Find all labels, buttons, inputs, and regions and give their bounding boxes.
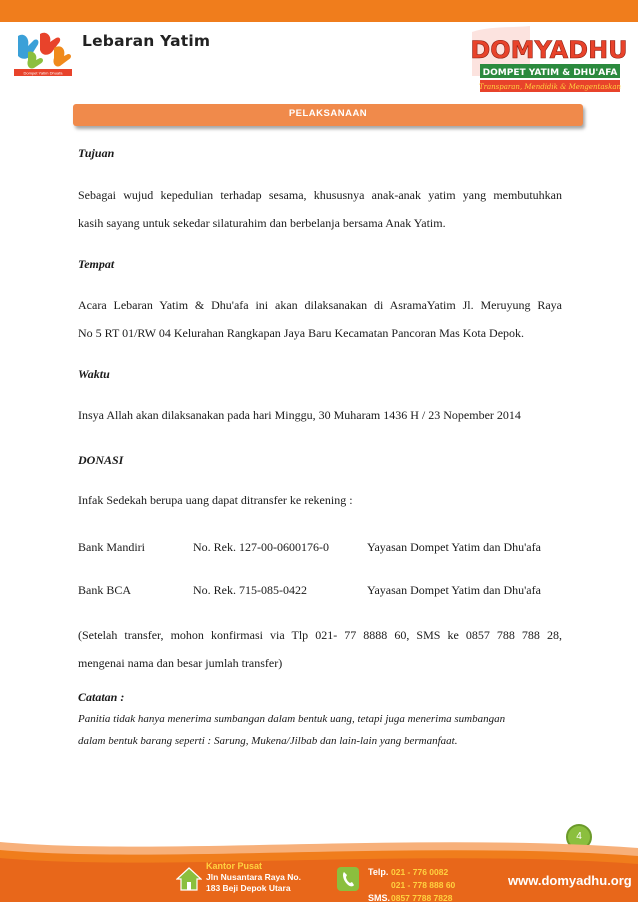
tujuan-paragraph [78,181,562,237]
document-title: Lebaran Yatim [82,32,211,50]
konfirmasi-line-2: mengenai nama dan besar jumlah transfer) [78,656,283,670]
footer-sms: 0857 7788 7828 [391,893,453,903]
donasi-heading: DONASI [78,453,124,467]
catatan-heading: Catatan : [78,690,125,704]
logo-name: DOMYADHU [470,36,628,64]
tempat-line-2: No 5 RT 01/RW 04 Kelurahan Rangkapan Jaya Baru Kecamatan Pancoran Mas Kota Depok. [78,326,525,340]
footer-office-label: Kantor Pusat [206,861,263,871]
konfirmasi-paragraph [78,621,562,677]
footer-band [0,838,638,902]
bank-account: No. Rek. 715-085-0422 [193,583,307,597]
bank-name: Bank Mandiri [78,540,145,554]
logo-subtitle: DOMPET YATIM & DHU'AFA [482,68,618,78]
footer-address-line-1: Jln Nusantara Raya No. [206,872,301,882]
konfirmasi-line-1: (Setelah transfer, mohon konfirmasi via Tlp 021- 77 8888 60, SMS ke 0857 788 788 28, [78,628,562,642]
logo-tagline: Transparan, Mendidik & Mengentaskan [478,83,622,91]
logo-caption: Dompet Yatim Dhuafa [23,70,63,76]
bank-name: Bank BCA [78,583,132,597]
footer-telp-1: 021 - 776 0082 [391,867,449,877]
tujuan-line-2: kasih sayang untuk sekedar silaturahim dan berbelanja bersama Anak Yatim. [78,216,446,230]
phone-icon [336,866,360,892]
footer-address-line-2: 183 Beji Depok Utara [206,883,291,893]
top-orange-band [0,0,638,22]
catatan-line-1: Panitia tidak hanya menerima sumbangan dalam bentuk uang, tetapi juga menerima sumbangan [78,713,506,725]
bank-holder: Yayasan Dompet Yatim dan Dhu'afa [367,583,541,597]
home-icon [176,866,202,892]
tujuan-heading: Tujuan [78,146,115,160]
catatan-line-2: dalam bentuk barang seperti : Sarung, Mukena/Jilbab dan lain-lain yang bermanfaat. [78,735,458,747]
waktu-text: Insya Allah akan dilaksanakan pada hari Minggu, 30 Muharam 1436 H / 23 Nopember 2014 [78,408,521,422]
bank-holder: Yayasan Dompet Yatim dan Dhu'afa [367,540,541,554]
tempat-heading: Tempat [78,257,115,271]
hands-logo-icon [10,28,76,78]
section-title-bar [73,104,583,126]
bank-account: No. Rek. 127-00-0600176-0 [193,540,329,554]
page-number: 4 [566,824,592,850]
waktu-heading: Waktu [78,367,110,381]
footer-telp-label: Telp. [368,867,389,877]
tempat-line-1: Acara Lebaran Yatim & Dhu'afa ini akan dilaksanakan di AsramaYatim Jl. Meruyung Raya [78,298,562,312]
donasi-text: Infak Sedekah berupa uang dapat ditransfer ke rekening : [78,493,353,507]
domyadhu-logo [470,24,628,102]
tujuan-line-1: Sebagai wujud kepedulian terhadap sesama, khususnya anak-anak yatim yang membutuhkan [78,188,562,202]
footer-website-link[interactable]: www.domyadhu.org [508,873,632,888]
tempat-paragraph [78,291,562,347]
footer-telp-2: 021 - 778 888 60 [391,880,456,890]
catatan-paragraph [78,708,564,752]
section-title: PELAKSANAAN [288,108,368,119]
footer-sms-label: SMS. [368,893,391,903]
